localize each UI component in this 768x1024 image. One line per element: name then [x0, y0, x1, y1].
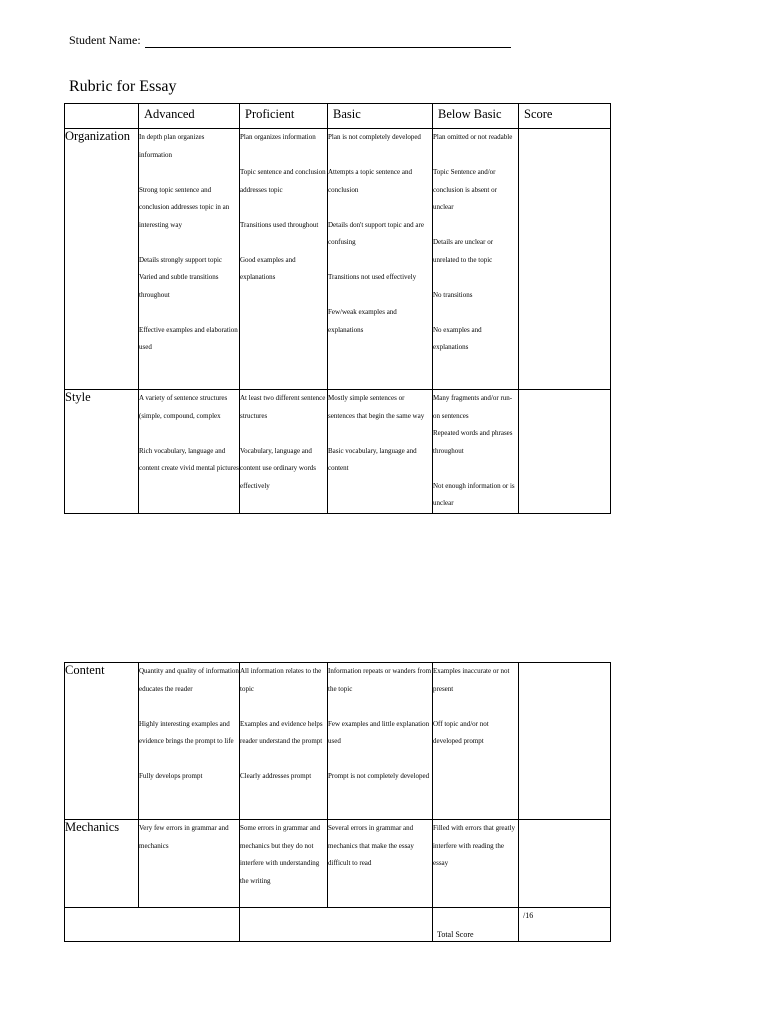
- student-name-line[interactable]: [145, 35, 511, 48]
- criterion-text: Transitions used throughout: [240, 220, 319, 229]
- header-row: [65, 104, 611, 129]
- row-organization: [65, 129, 611, 390]
- criterion-text: Not enough information or is unclear: [433, 481, 515, 507]
- cell-basic: [328, 820, 433, 908]
- cell-spacer: [139, 698, 239, 716]
- criterion-text: No examples and explanations: [433, 325, 482, 351]
- criterion-text: Effective examples and elaboration used: [139, 325, 238, 351]
- cell-spacer: [240, 698, 327, 716]
- cell-spacer: [240, 199, 327, 217]
- criterion-text: Repeated words and phrases throughout: [433, 429, 513, 455]
- criterion-text: Vocabulary, language and content use ordinary words effectively: [240, 446, 317, 490]
- total-score-value: /16: [523, 911, 534, 920]
- cell-spacer: [240, 751, 327, 769]
- criterion-text: Varied and subtle transitions throughout: [139, 273, 219, 299]
- criterion-text: Prompt is not completely developed: [328, 772, 430, 780]
- total-score-cell[interactable]: [519, 908, 611, 942]
- row-label: Organization: [65, 129, 139, 390]
- criterion-text: Fully develops prompt: [139, 772, 203, 780]
- cell-spacer: [328, 252, 432, 270]
- header-blank: [65, 104, 139, 129]
- cell-proficient: [240, 820, 328, 908]
- criterion-text: Attempts a topic sentence and conclusion: [328, 168, 412, 194]
- header-basic: Basic: [328, 104, 433, 129]
- page-title: Rubric for Essay: [69, 78, 177, 95]
- criterion-text: Several errors in grammar and mechanics that make the essay difficult to read: [328, 824, 414, 867]
- cell-spacer: [328, 425, 432, 443]
- row-label: Content: [65, 663, 139, 820]
- cell-advanced: [139, 663, 240, 820]
- criterion-text: At least two different sentence structures: [240, 394, 326, 420]
- cell-spacer: [328, 147, 432, 165]
- criterion-text: Strong topic sentence and conclusion addresses topic in an interesting way: [139, 185, 230, 229]
- cell-below-basic: [433, 663, 519, 820]
- cell-spacer: [139, 304, 239, 322]
- cell-spacer: [139, 234, 239, 252]
- criterion-text: Basic vocabulary, language and content: [328, 446, 417, 472]
- cell-spacer: [433, 147, 518, 165]
- cell-basic: [328, 663, 433, 820]
- cell-score[interactable]: [519, 129, 611, 390]
- criterion-text: Clearly addresses prompt: [240, 772, 312, 780]
- criterion-text: Few examples and little explanation used: [328, 719, 430, 745]
- rubric-table-bottom: [64, 662, 611, 942]
- criterion-text: Highly interesting examples and evidence brings the prompt to life: [139, 719, 234, 745]
- cell-spacer: [328, 199, 432, 217]
- header-score: Score: [519, 104, 611, 129]
- rubric-table-top: [64, 103, 611, 514]
- cell-spacer: [139, 751, 239, 769]
- criterion-text: Transitions not used effectively: [328, 273, 417, 281]
- total-blank-2: [240, 908, 433, 942]
- criterion-text: Many fragments and/or run-on sentences: [433, 394, 513, 420]
- row-content: [65, 663, 611, 820]
- criterion-text: All information relates to the topic: [240, 667, 322, 693]
- cell-proficient: [240, 129, 328, 390]
- cell-spacer: [328, 698, 432, 716]
- criterion-text: Details strongly support topic: [139, 255, 223, 264]
- cell-basic: [328, 129, 433, 390]
- cell-score[interactable]: [519, 663, 611, 820]
- cell-spacer: [433, 698, 518, 716]
- cell-below-basic: [433, 390, 519, 514]
- criterion-text: Examples and evidence helps reader understand the prompt: [240, 719, 323, 745]
- cell-spacer: [139, 164, 239, 182]
- header-advanced: Advanced: [139, 104, 240, 129]
- cell-score[interactable]: [519, 390, 611, 514]
- criterion-text: Off topic and/or not developed prompt: [433, 719, 489, 745]
- row-label: Mechanics: [65, 820, 139, 908]
- cell-basic: [328, 390, 433, 514]
- criterion-text: Topic Sentence and/or conclusion is absent or unclear: [433, 168, 497, 211]
- criterion-text: Examples inaccurate or not present: [433, 667, 510, 693]
- total-score-label: Total Score: [437, 930, 474, 939]
- criterion-text: No transitions: [433, 290, 473, 299]
- cell-advanced: [139, 390, 240, 514]
- criterion-text: Filled with errors that greatly interfere with reading the essay: [433, 824, 516, 867]
- criterion-text: Details don't support topic and are confusing: [328, 220, 424, 246]
- criterion-text: A variety of sentence structures (simple, compound, complex: [139, 394, 228, 420]
- cell-score[interactable]: [519, 820, 611, 908]
- criterion-text: Topic sentence and conclusion addresses topic: [240, 168, 326, 194]
- row-total: [65, 908, 611, 942]
- criterion-text: Some errors in grammar and mechanics but they do not interfere with understanding the writing: [240, 824, 321, 885]
- total-blank-1: [65, 908, 240, 942]
- cell-below-basic: [433, 820, 519, 908]
- cell-spacer: [240, 147, 327, 165]
- criterion-text: Quantity and quality of information educates the reader: [139, 667, 239, 693]
- total-label-cell: [433, 908, 519, 942]
- row-label: Style: [65, 390, 139, 514]
- cell-spacer: [139, 425, 239, 443]
- criterion-text: Details are unclear or unrelated to the topic: [433, 238, 494, 264]
- criterion-text: Plan omitted or not readable: [433, 133, 513, 141]
- criterion-text: Information repeats or wanders from the topic: [328, 667, 432, 693]
- cell-spacer: [240, 234, 327, 252]
- criterion-text: Rich vocabulary, language and content create vivid mental pictures: [139, 446, 239, 472]
- header-below-basic: Below Basic: [433, 104, 519, 129]
- criterion-text: In depth plan organizes information: [139, 133, 205, 159]
- cell-spacer: [433, 217, 518, 235]
- header-proficient: Proficient: [240, 104, 328, 129]
- criterion-text: Very few errors in grammar and mechanics: [139, 824, 229, 850]
- criterion-text: Plan is not completely developed: [328, 133, 421, 141]
- cell-spacer: [433, 304, 518, 322]
- criterion-text: Good examples and explanations: [240, 255, 296, 281]
- cell-spacer: [433, 269, 518, 287]
- criterion-text: Few/weak examples and explanations: [328, 308, 397, 334]
- cell-proficient: [240, 390, 328, 514]
- cell-spacer: [240, 425, 327, 443]
- cell-spacer: [328, 287, 432, 305]
- cell-advanced: [139, 820, 240, 908]
- criterion-text: Mostly simple sentences or sentences that begin the same way: [328, 394, 425, 420]
- cell-spacer: [433, 460, 518, 478]
- cell-spacer: [328, 751, 432, 769]
- cell-below-basic: [433, 129, 519, 390]
- row-style: [65, 390, 611, 514]
- criterion-text: Plan organizes information: [240, 133, 316, 141]
- row-mechanics: [65, 820, 611, 908]
- cell-advanced: [139, 129, 240, 390]
- student-name-label: Student Name:: [69, 33, 141, 47]
- student-name-field: [69, 33, 511, 48]
- cell-proficient: [240, 663, 328, 820]
